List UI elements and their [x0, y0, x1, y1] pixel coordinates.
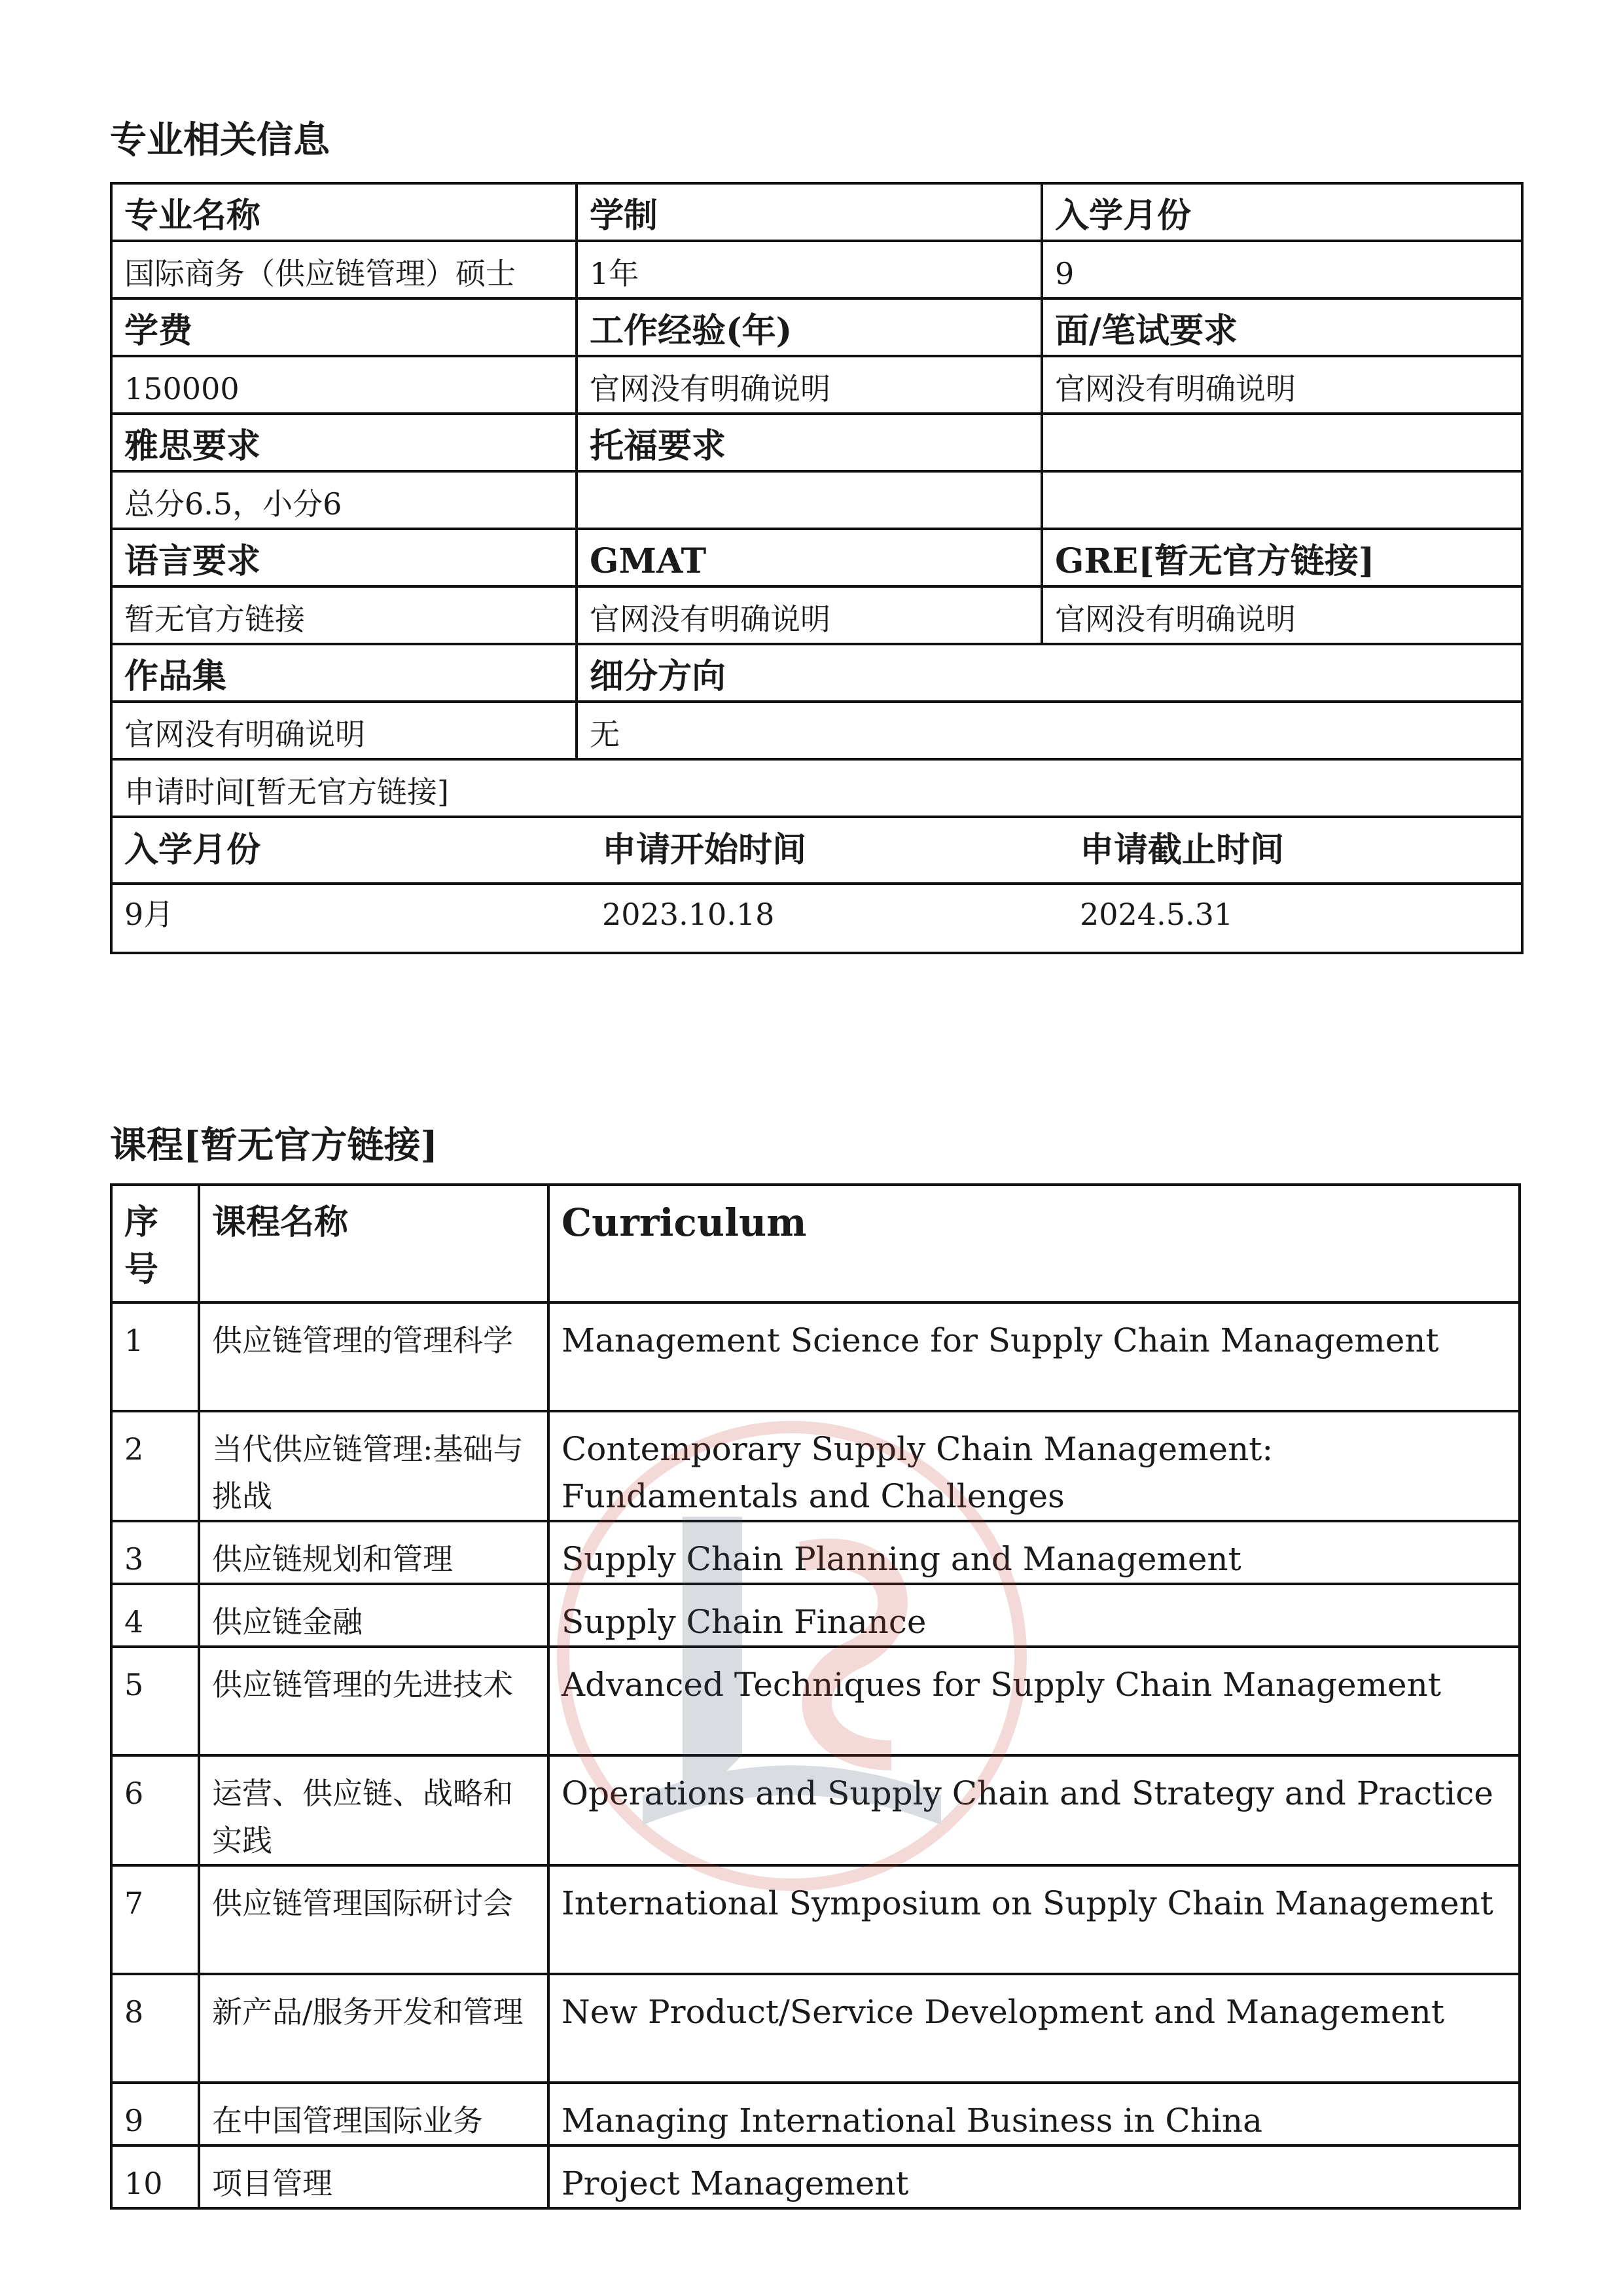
table-row — [111, 644, 1522, 702]
header-intake-month: 入学月份 — [113, 818, 590, 884]
table-row — [111, 356, 1522, 414]
course-no: 1 — [111, 1302, 199, 1411]
course-en: International Symposium on Supply Chain Management — [548, 1865, 1520, 1974]
course-en: Management Science for Supply Chain Management — [548, 1302, 1520, 1411]
table-row — [111, 529, 1522, 586]
label-language-requirement: 语言要求 — [111, 529, 577, 586]
section-title-program-info: 专业相关信息 — [110, 118, 330, 162]
header-no: 序号 — [111, 1185, 199, 1302]
course-en: Supply Chain Planning and Management — [548, 1521, 1520, 1584]
table-row — [111, 471, 1522, 529]
label-toefl: 托福要求 — [577, 414, 1042, 471]
header-application-start: 申请开始时间 — [590, 818, 1068, 884]
course-no: 10 — [111, 2145, 199, 2208]
value-ielts: 总分6.5，小分6 — [111, 471, 577, 529]
course-en: Contemporary Supply Chain Management: Fundamentals and Challenges — [548, 1411, 1520, 1521]
label-program-name: 专业名称 — [111, 183, 577, 241]
value-toefl — [577, 471, 1042, 529]
course-cn: 供应链金融 — [199, 1584, 548, 1647]
value-portfolio: 官网没有明确说明 — [111, 702, 577, 759]
course-cn: 供应链管理国际研讨会 — [199, 1865, 548, 1974]
value-application-start: 2023.10.18 — [602, 897, 775, 932]
table-row — [111, 241, 1522, 298]
course-en: Operations and Supply Chain and Strategy and Practice — [548, 1755, 1520, 1865]
course-en: Managing International Business in China — [548, 2083, 1520, 2145]
table-row — [111, 586, 1522, 644]
header-course-name: 课程名称 — [199, 1185, 548, 1302]
application-dates-cell — [111, 817, 1522, 953]
value-interview-requirement: 官网没有明确说明 — [1042, 356, 1522, 414]
label-gmat: GMAT — [577, 529, 1042, 586]
table-row — [111, 817, 1522, 953]
course-cn: 在中国管理国际业务 — [199, 2083, 548, 2145]
course-cn: 运营、供应链、战略和实践 — [199, 1755, 548, 1865]
value-work-experience: 官网没有明确说明 — [577, 356, 1042, 414]
course-no: 3 — [111, 1521, 199, 1584]
value-language-requirement: 暂无官方链接 — [111, 586, 577, 644]
table-row — [111, 1185, 1520, 1302]
watermark-letter-l — [683, 1516, 742, 1805]
value-tuition: 150000 — [111, 356, 577, 414]
course-no: 5 — [111, 1647, 199, 1755]
course-cn: 供应链管理的先进技术 — [199, 1647, 548, 1755]
value-application-deadline: 2024.5.31 — [1080, 897, 1234, 932]
value-specialization: 无 — [577, 702, 1522, 759]
value-gmat: 官网没有明确说明 — [577, 586, 1042, 644]
table-row — [111, 183, 1522, 241]
course-no: 2 — [111, 1411, 199, 1521]
table-row — [111, 1974, 1520, 2083]
table-row — [111, 414, 1522, 471]
label-interview-requirement: 面/笔试要求 — [1042, 298, 1522, 356]
value-intake-month: 9 — [1042, 241, 1522, 298]
course-en: New Product/Service Development and Management — [548, 1974, 1520, 2083]
course-no: 9 — [111, 2083, 199, 2145]
watermark-ring — [563, 1427, 1020, 1884]
table-row — [113, 818, 1521, 884]
value-gre: 官网没有明确说明 — [1042, 586, 1522, 644]
table-row — [111, 2145, 1520, 2208]
watermark-letter-s — [802, 1554, 893, 1755]
label-specialization: 细分方向 — [577, 644, 1522, 702]
course-en: Project Management — [548, 2145, 1520, 2208]
course-en: Advanced Techniques for Supply Chain Management — [548, 1647, 1520, 1755]
application-dates-table — [113, 818, 1521, 944]
section-title-curriculum: 课程[暂无官方链接] — [110, 1124, 438, 1167]
table-row — [111, 702, 1522, 759]
course-no: 6 — [111, 1755, 199, 1865]
header-application-deadline: 申请截止时间 — [1068, 818, 1521, 884]
course-en: Supply Chain Finance — [548, 1584, 1520, 1647]
table-row — [111, 1302, 1520, 1411]
label-duration: 学制 — [577, 183, 1042, 241]
value-duration: 1年 — [577, 241, 1042, 298]
label-gre: GRE[暂无官方链接] — [1042, 529, 1522, 586]
course-cn: 新产品/服务开发和管理 — [199, 1974, 548, 2083]
empty-cell — [1042, 471, 1522, 529]
course-cn: 供应链管理的管理科学 — [199, 1302, 548, 1411]
table-row — [111, 2083, 1520, 2145]
label-ielts: 雅思要求 — [111, 414, 577, 471]
course-no: 8 — [111, 1974, 199, 2083]
label-work-experience: 工作经验(年) — [577, 298, 1042, 356]
empty-cell — [1042, 414, 1522, 471]
label-tuition: 学费 — [111, 298, 577, 356]
watermark-logo — [543, 1407, 1041, 1905]
course-cn: 供应链规划和管理 — [199, 1521, 548, 1584]
application-time-label: 申请时间[暂无官方链接] — [111, 759, 1522, 817]
label-intake-month: 入学月份 — [1042, 183, 1522, 241]
course-cn: 当代供应链管理:基础与挑战 — [199, 1411, 548, 1521]
value-intake: 9月 — [124, 897, 174, 932]
value-program-name: 国际商务（供应链管理）硕士 — [111, 241, 577, 298]
table-row — [111, 298, 1522, 356]
table-row — [113, 884, 1521, 944]
course-cn: 项目管理 — [199, 2145, 548, 2208]
label-portfolio: 作品集 — [111, 644, 577, 702]
table-row — [111, 759, 1522, 817]
course-no: 7 — [111, 1865, 199, 1974]
program-info-table — [110, 182, 1524, 954]
header-curriculum: Curriculum — [548, 1185, 1520, 1302]
course-no: 4 — [111, 1584, 199, 1647]
